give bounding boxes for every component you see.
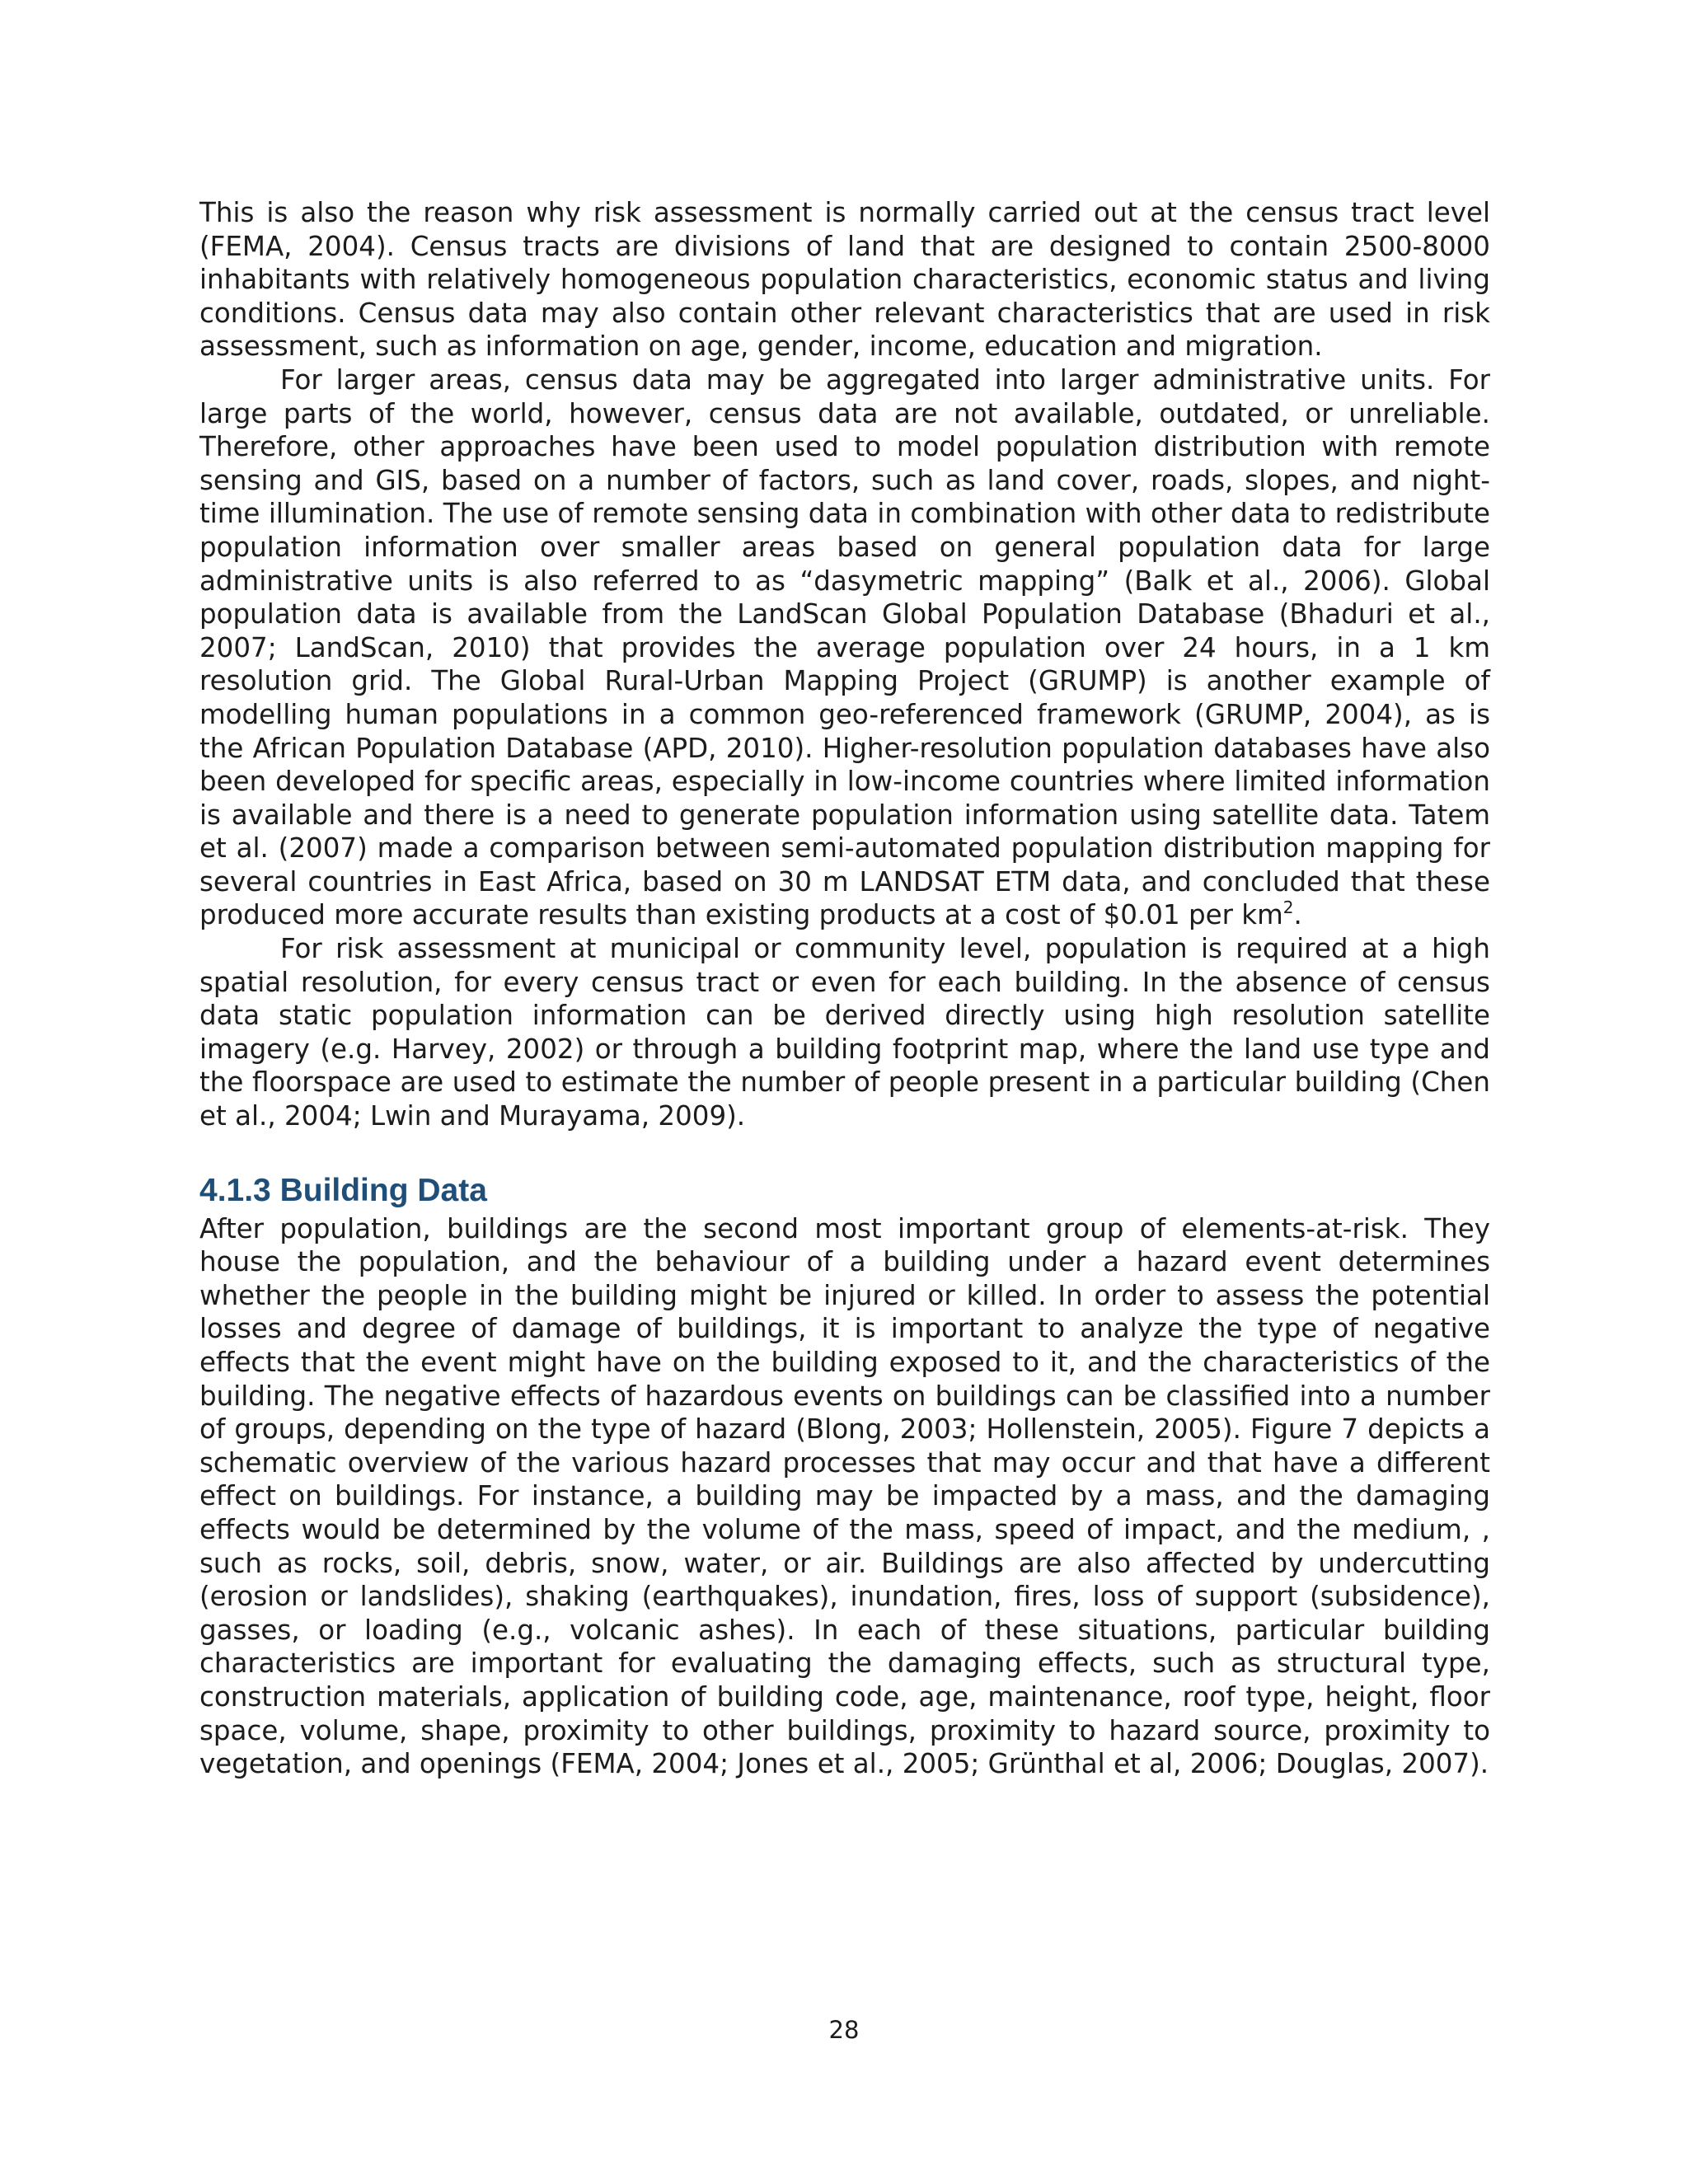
paragraph-population-data-text: For larger areas, census data may be aggregated into larger administrative units. For large parts of the world, however, census data are not available, outdated, or unreliable. Therefore, other approaches have been used to model population distribution with remote sensing and GIS, based on a number of factors, such as land cover, roads, slopes, and night-time illumination. The use of remote sensing data in combination with other data to redistribute population information over smaller areas based on general population data for large administrative units is also referred to as “dasymetric mapping” (Balk et al., 2006). Global population data is available from the LandScan Global Population Database (Bhaduri et al., 2007; LandScan, 2010) that provides the average population over 24 hours, in a 1 km resolution grid. The Global Rural-Urban Mapping Project (GRUMP) is another example of modelling human populations in a common geo-referenced framework (GRUMP, 2004), as is the African Population Database (APD, 2010). Higher-resolution population databases have also been developed for specific areas, especially in low-income countries where limited information is available and there is a need to generate population information using satellite data. Tatem et al. (2007) made a comparison between semi-automated population distribution mapping for several countries in East Africa, based on 30 m LANDSAT ETM data, and concluded that these produced more accurate results than existing products at a cost of $0.01 per km [199, 363, 1490, 931]
page-number: 28 [828, 2016, 860, 2044]
paragraph-population-data-end: . [1293, 899, 1302, 931]
paragraph-municipal-level: For risk assessment at municipal or community level, population is required at a high spatial resolution, for every census tract or even for each building. In the absence of census data static population information can be derived directly using high resolution satellite imagery (e.g. Harvey, 2002) or through a building footprint map, where the land use type and the floorspace are used to estimate the number of people present in a particular building (Chen et al., 2004; Lwin and Murayama, 2009). [199, 933, 1490, 1132]
paragraph-census-tract: This is also the reason why risk assessment is normally carried out at the census tract level (FEMA, 2004). Census tracts are divisions of land that are designed to contain 2500-8000 inhabitants with relatively homogeneous population characteristics, economic status and living conditions. Census data may also contain other relevant characteristics that are used in risk assessment, such as information on age, gender, income, education and migration. [199, 197, 1490, 363]
paragraph-building-data: After population, buildings are the second most important group of elements-at-risk. They house the population, and the behaviour of a building under a hazard event determines whether the people in the building might be injured or killed. In order to assess the potential losses and degree of damage of buildings, it is important to analyze the type of negative effects that the event might have on the building exposed to it, and the characteristics of the building. The negative effects of hazardous events on buildings can be classified into a number of groups, depending on the type of hazard (Blong, 2003; Hollenstein, 2005). Figure 7 depicts a schematic overview of the various hazard processes that may occur and that have a different effect on buildings. For instance, a building may be impacted by a mass, and the damaging effects would be determined by the volume of the mass, speed of impact, and the medium, , such as rocks, soil, debris, snow, water, or air. Buildings are also affected by undercutting (erosion or landslides), shaking (earthquakes), inundation, fires, loss of support (subsidence), gasses, or loading (e.g., volcanic ashes). In each of these situations, particular building characteristics are important for evaluating the damaging effects, such as structural type, construction materials, application of building code, age, maintenance, roof type, height, floor space, volume, shape, proximity to other buildings, proximity to hazard source, proximity to vegetation, and openings (FEMA, 2004; Jones et al., 2005; Grünthal et al, 2006; Douglas, 2007). [199, 1212, 1490, 1780]
paragraph-population-data [199, 363, 1490, 932]
section-heading-building-data: 4.1.3 Building Data [199, 1172, 487, 1208]
page-content [199, 196, 1490, 1781]
superscript-squared: 2 [1282, 898, 1294, 918]
